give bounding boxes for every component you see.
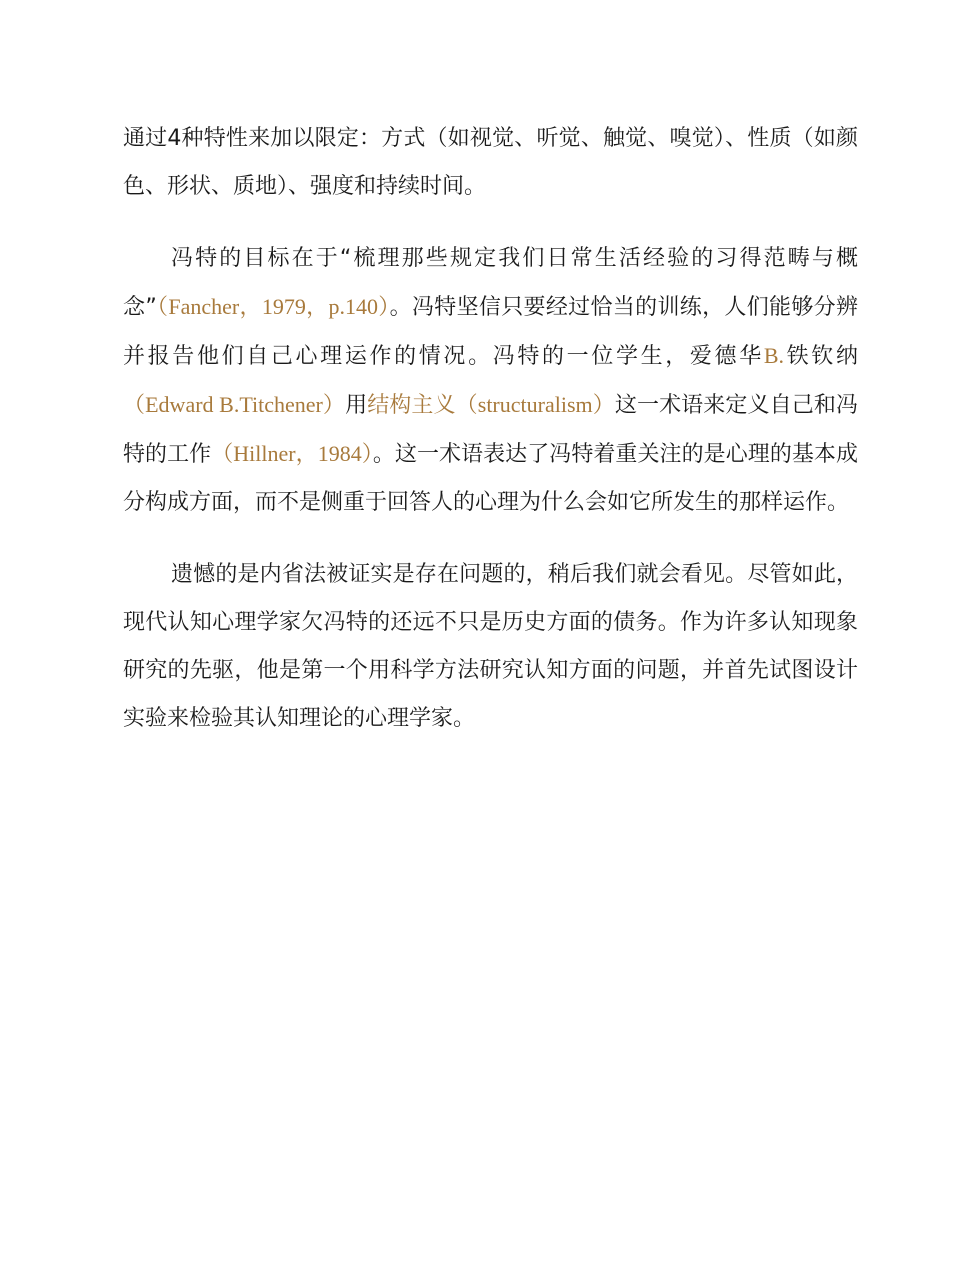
paragraph-2 [123, 235, 858, 527]
paragraph-2-text-a: 冯特的目标在于“梳理那些规定我们日常生活经验的习得范畴与概念” [123, 246, 858, 320]
term-structuralism-english: （structuralism） [455, 392, 615, 417]
paragraph-1-text: 通过4种特性来加以限定：方式（如视觉、听觉、触觉、嗅觉）、性质（如颜色、形状、质地）、强度和持续时间。 [123, 126, 858, 199]
paragraph-2-text-c: 用 [345, 393, 368, 418]
name-initial-b: B. [763, 343, 785, 368]
citation-fancher-1979: （Fancher，1979，p.140） [156, 294, 390, 319]
name-titchener-chinese: 铁钦纳 [784, 344, 858, 369]
paragraph-2-text-d: 这一术语来定义自己和冯特的工作 [123, 393, 858, 467]
paragraph-1 [123, 115, 858, 211]
paragraph-3-text: 遗憾的是内省法被证实是存在问题的，稍后我们就会看见。尽管如此，现代认知心理学家欠冯特的还远不只是历史方面的债务。作为许多认知现象研究的先驱，他是第一个用科学方法研究认知方面的问题，并首先试图设计实验来检验其认知理论的心理学家。 [123, 562, 858, 731]
term-structuralism: 结构主义 [367, 393, 456, 418]
citation-hillner-1984: （Hillner，1984） [211, 441, 373, 466]
document-page [123, 115, 858, 767]
name-edward-titchener: （Edward B.Titchener） [123, 392, 346, 417]
paragraph-3 [123, 551, 858, 743]
paragraph-2-text-b: 。冯特坚信只要经过恰当的训练，人们能够分辨并报告他们自己心理运作的情况。冯特的一位学生，爱德华 [123, 295, 858, 369]
paragraph-2-text-e: 。这一术语表达了冯特着重关注的是心理的基本成分构成方面，而不是侧重于回答人的心理为什么会如它所发生的那样运作。 [123, 442, 858, 515]
